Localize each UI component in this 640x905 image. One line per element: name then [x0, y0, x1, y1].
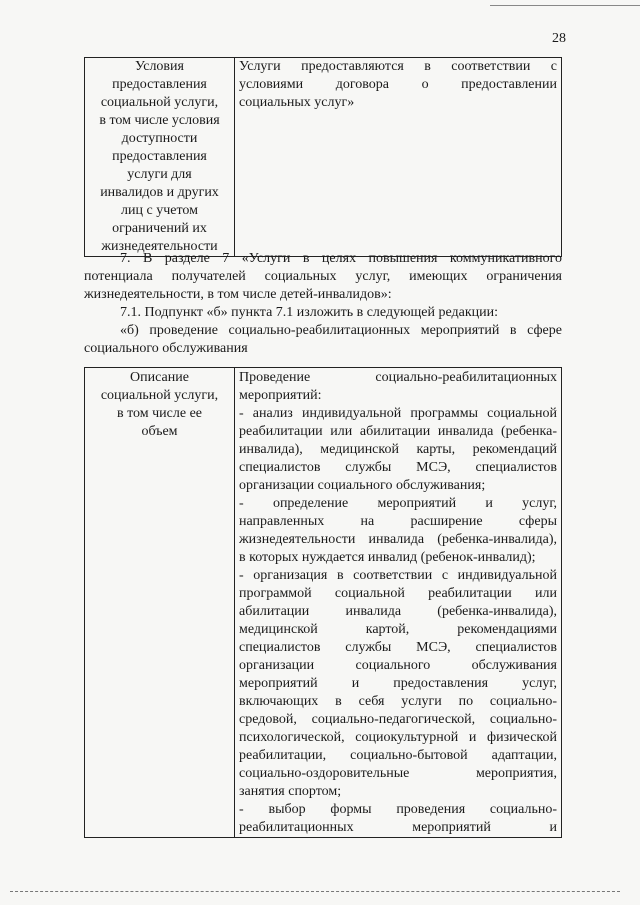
cell-line: абилитации инвалида (ребенка-инвалида),	[239, 604, 557, 619]
cell-line: реабилитационных мероприятий и	[239, 820, 557, 835]
conditions-value-cell	[235, 58, 562, 257]
top-scan-line	[490, 5, 640, 6]
cell-line: Проведение социально-реабилитационных	[239, 370, 557, 385]
service-conditions-table	[84, 57, 562, 257]
cell-line: - выбор формы проведения социально-	[239, 802, 557, 817]
cell-line: специалистов службы МСЭ, специалистов	[239, 640, 557, 655]
cell-line: программой социальной реабилитации или	[239, 586, 557, 601]
cell-line: направленных на расширение сферы	[239, 514, 557, 529]
cell-line: Услуги предоставляются в соответствии с	[239, 59, 557, 74]
cell-line: Описание	[130, 370, 189, 385]
paragraph-line: «б) проведение социально-реабилитационных мероприятий в сфере	[120, 323, 562, 338]
cell-line: в которых нуждается инвалид (ребенок-инвалид);	[239, 550, 536, 565]
cell-line: ограничений их	[112, 221, 207, 236]
cell-line: в том числе условия	[99, 113, 220, 128]
cell-line: мероприятий и предоставления услуг,	[239, 676, 557, 691]
table-row	[85, 58, 562, 257]
cell-line: специалистов службы МСЭ, специалистов	[239, 460, 557, 475]
table-row	[85, 368, 562, 838]
cell-line: психологической, социокультурной и физической	[239, 730, 557, 745]
description-label-cell	[85, 368, 235, 838]
paragraph-line: жизнедеятельности, в том числе детей-инвалидов»:	[84, 287, 392, 302]
paragraph-line: потенциала получателей социальных услуг, имеющих ограничения	[84, 269, 562, 284]
cell-line: реабилитации или абилитации инвалида (ребенка-	[239, 424, 557, 439]
cell-line: лиц с учетом	[121, 203, 198, 218]
description-value-cell	[235, 368, 562, 838]
cell-line: мероприятий:	[239, 388, 322, 403]
cell-line: услуги для	[127, 167, 192, 182]
bottom-scan-line	[10, 891, 620, 892]
paragraph-line: социального обслуживания	[84, 341, 248, 356]
cell-line: - организация в соответствии с индивидуальной	[239, 568, 557, 583]
cell-line: предоставления	[112, 77, 207, 92]
cell-line: занятия спортом;	[239, 784, 342, 799]
cell-line: в том числе ее	[116, 406, 202, 421]
cell-line: предоставления	[112, 149, 207, 164]
cell-line: организации социального обслуживания	[239, 658, 557, 673]
cell-line: включающих в себя услуги по социально-	[239, 694, 557, 709]
page-number: 28	[552, 31, 566, 46]
cell-line: условиями договора о предоставлении	[239, 77, 557, 92]
cell-line: жизнедеятельности инвалида (ребенка-инвалида),	[239, 532, 557, 547]
cell-line: медицинской картой, рекомендациями	[239, 622, 557, 637]
service-description-table	[84, 367, 562, 838]
cell-line: доступности	[121, 131, 198, 146]
paragraph-b	[84, 322, 562, 358]
paragraph-line: 7. В разделе 7 «Услуги в целях повышения коммуникативного	[120, 251, 562, 266]
conditions-label-cell	[85, 58, 235, 257]
cell-line: средовой, социально-педагогической, социально-	[239, 712, 557, 727]
cell-line: социальной услуги,	[100, 95, 219, 110]
paragraph-7	[84, 250, 562, 304]
cell-line: социальных услуг»	[239, 95, 355, 110]
cell-line: - определение мероприятий и услуг,	[239, 496, 557, 511]
cell-line: жизнедеятельности	[101, 239, 218, 254]
paragraph-7-1: 7.1. Подпункт «б» пункта 7.1 изложить в следующей редакции:	[120, 305, 499, 320]
cell-line: инвалидов и других	[100, 185, 219, 200]
cell-line: Условия	[135, 59, 184, 74]
cell-line: инвалида), медицинской карты, рекомендаций	[239, 442, 557, 457]
cell-line: реабилитации, социально-бытовой адаптации,	[239, 748, 557, 763]
cell-line: социально-оздоровительные мероприятия,	[239, 766, 557, 781]
cell-line: социальной услуги,	[100, 388, 219, 403]
cell-line: организации социального обслуживания;	[239, 478, 486, 493]
cell-line: - анализ индивидуальной программы социальной	[239, 406, 557, 421]
cell-line: объем	[141, 424, 178, 439]
